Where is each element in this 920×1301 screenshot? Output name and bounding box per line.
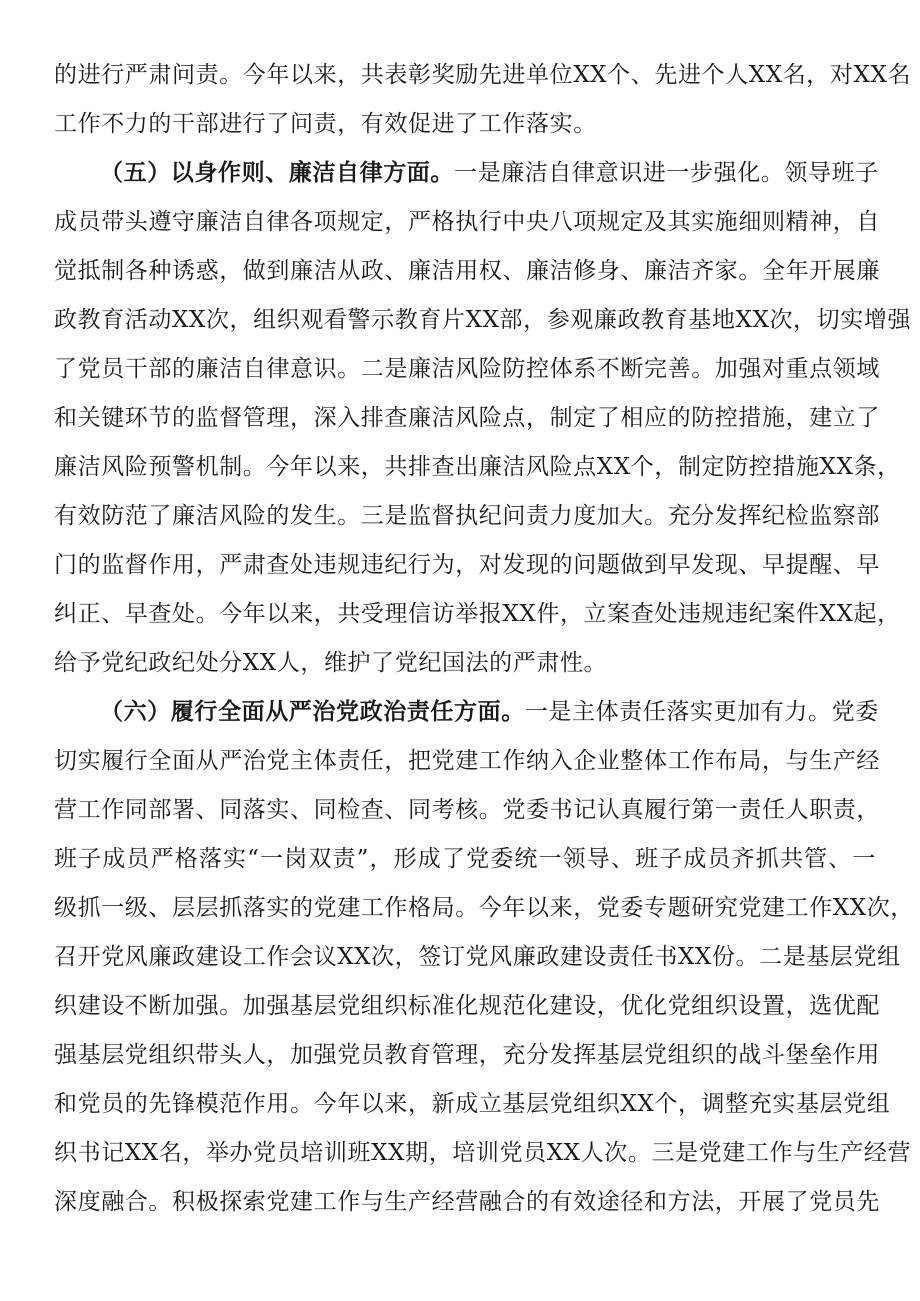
text-line: 纠正、早查处。今年以来，共受理信访举报XX件，立案查处违规违纪案件XX起， bbox=[54, 601, 901, 627]
text-line: 召开党风廉政建设工作会议XX次，签订党风廉政建设责任书XX份。二是基层党组 bbox=[54, 944, 901, 970]
text-line: 营工作同部署、同落实、同检查、同考核。党委书记认真履行第一责任人职责， bbox=[54, 797, 880, 823]
text-line: 的进行严肃问责。今年以来，共表彰奖励先进单位XX个、先进个人XX名，对XX名 bbox=[54, 62, 912, 88]
text-line: 深度融合。积极探索党建工作与生产经营融合的有效途径和方法，开展了党员先 bbox=[54, 1189, 880, 1215]
text-line: 织书记XX名，举办党员培训班XX期，培训党员XX人次。三是党建工作与生产经营 bbox=[54, 1140, 912, 1166]
text-line: 觉抵制各种诱惑，做到廉洁从政、廉洁用权、廉洁修身、廉洁齐家。全年开展廉 bbox=[54, 258, 880, 284]
text-line: 工作不力的干部进行了问责，有效促进了工作落实。 bbox=[54, 111, 597, 137]
section-heading-6: （六）履行全面从严治党政治责任方面。 bbox=[100, 699, 525, 725]
text-line: 了党员干部的廉洁自律意识。二是廉洁风险防控体系不断完善。加强对重点领域 bbox=[54, 356, 880, 382]
text-line: 成员带头遵守廉洁自律各项规定，严格执行中央八项规定及其实施细则精神，自 bbox=[54, 209, 880, 235]
text-line: 级抓一级、层层抓落实的党建工作格局。今年以来，党委专题研究党建工作XX次， bbox=[54, 895, 914, 921]
paragraph-6-first-line bbox=[100, 689, 879, 735]
text-line: 和关键环节的监督管理，深入排查廉洁风险点，制定了相应的防控措施，建立了 bbox=[54, 405, 880, 431]
section-heading-5: （五）以身作则、廉洁自律方面。 bbox=[100, 160, 454, 186]
text-line: 一是廉洁自律意识进一步强化。领导班子 bbox=[454, 160, 879, 186]
text-line: 给予党纪政纪处分XX人，维护了党纪国法的严肃性。 bbox=[54, 650, 608, 676]
text-line: 门的监督作用，严肃查处违规违纪行为，对发现的问题做到早发现、早提醒、早 bbox=[54, 552, 880, 578]
text-line: 一是主体责任落实更加有力。党委 bbox=[524, 699, 879, 725]
text-line: 政教育活动XX次，组织观看警示教育片XX部，参观廉政教育基地XX次，切实增强 bbox=[54, 307, 912, 333]
text-line: 廉洁风险预警机制。今年以来，共排查出廉洁风险点XX个，制定防控措施XX条， bbox=[54, 454, 901, 480]
text-line: 织建设不断加强。加强基层党组织标准化规范化建设，优化党组织设置，选优配 bbox=[54, 993, 880, 1019]
text-line: 班子成员严格落实“一岗双责”，形成了党委统一领导、班子成员齐抓共管、一 bbox=[54, 846, 876, 872]
text-line: 强基层党组织带头人，加强党员教育管理，充分发挥基层党组织的战斗堡垒作用 bbox=[54, 1042, 880, 1068]
text-line: 切实履行全面从严治党主体责任，把党建工作纳入企业整体工作布局，与生产经 bbox=[54, 748, 880, 774]
text-line: 和党员的先锋模范作用。今年以来，新成立基层党组织XX个，调整充实基层党组 bbox=[54, 1091, 891, 1117]
text-line: 有效防范了廉洁风险的发生。三是监督执纪问责力度加大。充分发挥纪检监察部 bbox=[54, 503, 880, 529]
paragraph-5-first-line bbox=[100, 150, 879, 196]
